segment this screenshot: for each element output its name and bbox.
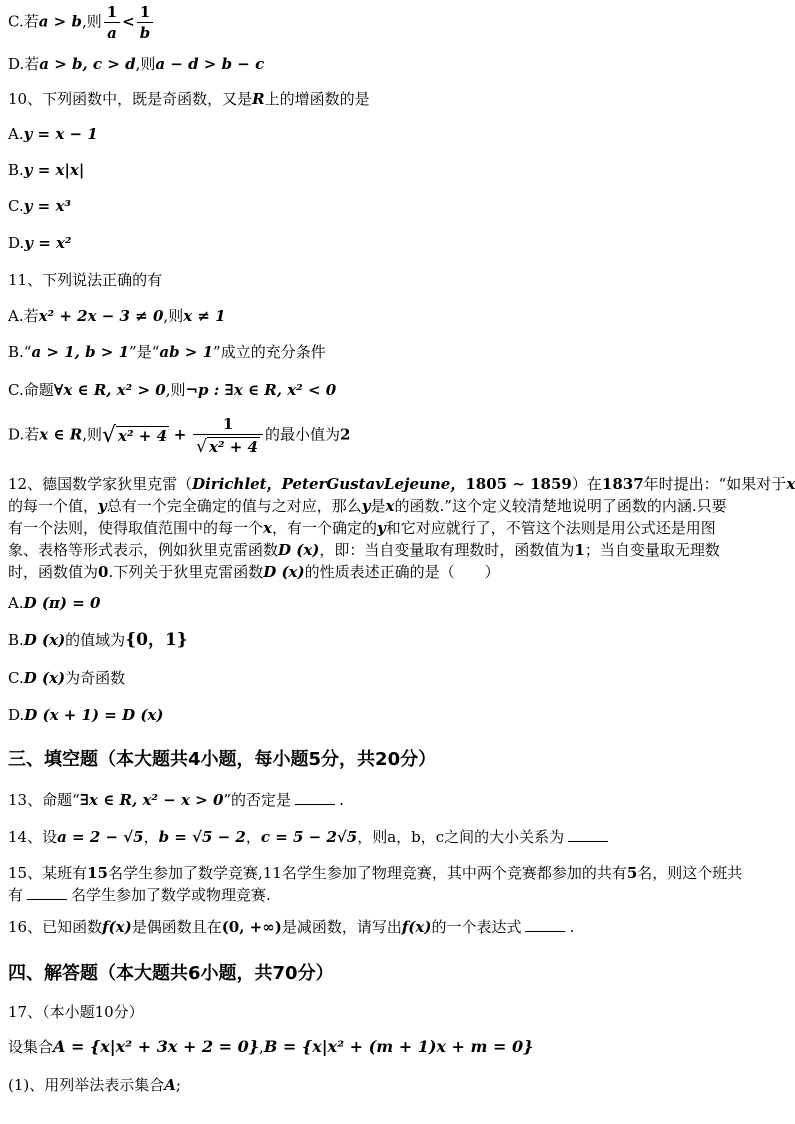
fraction: $\frac{1}{b}$	[137, 2, 154, 43]
q14: 14、设a = 2 − √5，b = √5 − 2，c = 5 − 2√5，则a，b，c之间的大小关系为	[8, 827, 780, 847]
fraction: $\frac{1}{\text{√ x² + 4}}$	[193, 414, 263, 457]
q17-part-1: (1)、用列举法表示集合A;	[8, 1076, 181, 1094]
q10-option-b: B.y = x|x|	[8, 161, 85, 179]
q16: 16、已知函数f(x)是偶函数且在(0, +∞)是减函数，请写出f(x)的一个表达式 .	[8, 918, 575, 936]
q10-stem: 10、下列函数中，既是奇函数，又是R上的增函数的是	[8, 90, 370, 108]
q11-option-d: D.若x ∈ R,则√ x² + 4 + $\frac{1}{\text{√ x² + 4}}$ 的最小值为2	[8, 415, 351, 457]
q11-option-b: B.“a > 1, b > 1”是“ab > 1”成立的充分条件	[8, 343, 326, 361]
answer-blank[interactable]	[295, 790, 335, 805]
q11-option-a: A.若x² + 2x − 3 ≠ 0,则x ≠ 1	[8, 307, 226, 325]
q10-option-c: C.y = x³	[8, 197, 71, 215]
q11-stem: 11、下列说法正确的有	[8, 271, 163, 289]
q9-option-d: D.若a > b, c > d,则a − d > b − c	[8, 55, 265, 73]
q17-stem: 17、（本小题10分）	[8, 1003, 144, 1021]
q12-option-a: A.D (π) = 0	[8, 594, 101, 612]
answer-blank[interactable]	[27, 885, 67, 900]
q12-option-c: C.D (x)为奇函数	[8, 669, 126, 687]
q12-option-b: B.D (x)的值域为{0，1}	[8, 630, 188, 650]
q11-option-c: C.命题∀x ∈ R, x² > 0,则¬p : ∃x ∈ R, x² < 0	[8, 381, 337, 399]
q9-option-c: C.若a > b,则 $\frac{1}{a}$ < $\frac{1}{b}$	[8, 2, 780, 43]
section-heading-fill-in: 三、填空题（本大题共4小题，每小题5分，共20分）	[8, 749, 437, 770]
q12-stem: 12、德国数学家狄里克雷（Dirichlet，PeterGustavLejeune，1805 ∼ 1859）在1837年时提出：“如果对于x 的每一个值，y总有一个完全确定的值与之对应，那么y是x的函数.”这个定义较清楚地说明了函数的内涵.只要 有一个法则，使得取值范围中的每一个x，有一个确定的y和它对应就行了，不管这个法则是用公式还是用图 象、表格等形式表示，例如狄里克雷函数D (x)，即：当自变量取有理数时，函数值为1；当自变量取无理数 时，函数值为0.下列关于狄里克雷函数D (x)的性质表述正确的是（ ）	[8, 475, 795, 581]
answer-blank[interactable]	[525, 917, 565, 932]
q10-option-a: A.y = x − 1	[8, 125, 98, 143]
q10-option-d: D.y = x²	[8, 234, 72, 252]
fraction: $\frac{1}{a}$	[104, 2, 120, 43]
section-heading-solutions: 四、解答题（本大题共6小题，共70分）	[8, 963, 334, 984]
q15: 15、某班有15名学生参加了数学竞赛,11名学生参加了物理竞赛，其中两个竞赛都参加的共有5名，则这个班共 有 名学生参加了数学或物理竞赛.	[8, 864, 743, 904]
square-root: √ x² + 4	[102, 422, 168, 448]
answer-blank[interactable]	[568, 827, 608, 842]
q17-sets: 设集合A = {x|x² + 3x + 2 = 0},B = {x|x² + (m + 1)x + m = 0}	[8, 1037, 534, 1056]
q12-option-d: D.D (x + 1) = D (x)	[8, 706, 164, 724]
q13: 13、命题“∃x ∈ R, x² − x > 0”的否定是 .	[8, 791, 344, 809]
